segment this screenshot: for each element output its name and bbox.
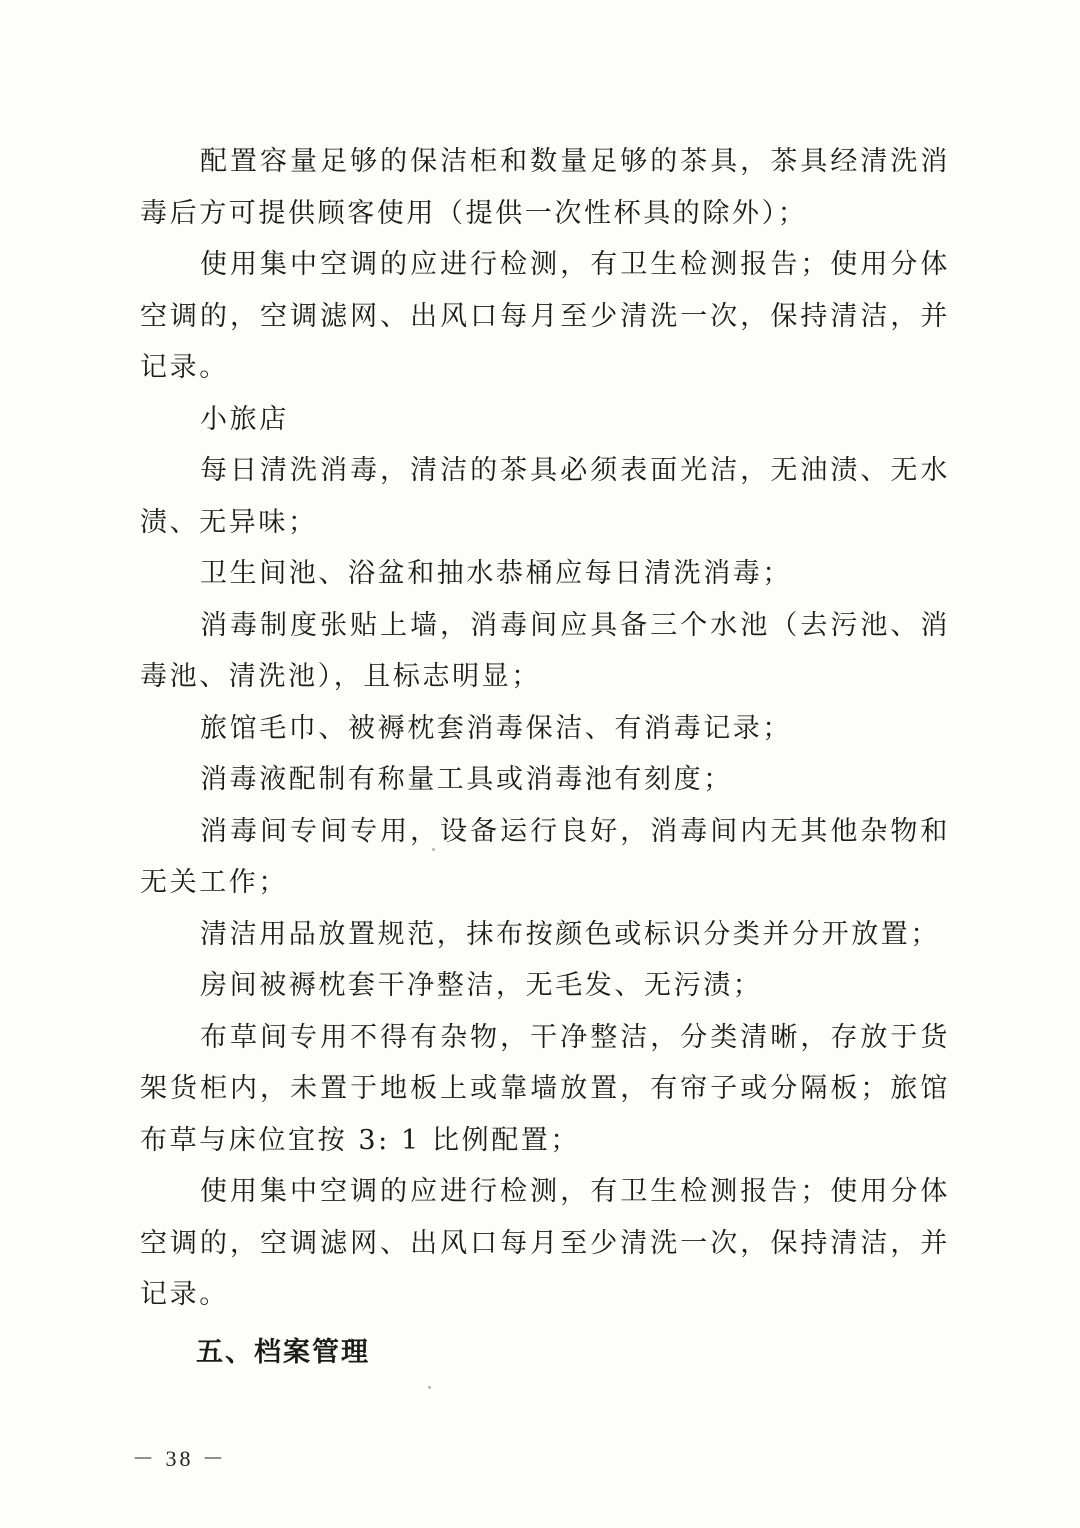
- page-content: [140, 136, 950, 1378]
- list-item: 消毒间专间专用，设备运行良好，消毒间内无其他杂物和无关工作；: [140, 815, 950, 898]
- list-item: 房间被褥枕套干净整洁，无毛发、无污渍；: [200, 970, 763, 1001]
- scan-speck: [432, 848, 435, 851]
- paragraph-air-conditioning: 使用集中空调的应进行检测，有卫生检测报告；使用分体空调的，空调滤网、出风口每月至少清洗一次，保持清洁，并记录。: [140, 249, 950, 383]
- page-number: － 38 －: [132, 1446, 228, 1471]
- list-item: 消毒液配制有称量工具或消毒池有刻度；: [200, 764, 733, 795]
- list-item: 旅馆毛巾、被褥枕套消毒保洁、有消毒记录；: [200, 712, 792, 744]
- subheading-small-hotel: 小旅店: [200, 403, 289, 435]
- section-heading-archive-management: 五、档案管理: [196, 1336, 370, 1368]
- list-item: 卫生间池、浴盆和抽水恭桶应每日清洗消毒；: [200, 558, 792, 589]
- list-item: 消毒制度张贴上墙，消毒间应具备三个水池（去污池、消毒池、清洗池），且标志明显；: [140, 609, 950, 692]
- list-item: 清洁用品放置规范，抹布按颜色或标识分类并分开放置；: [200, 918, 940, 950]
- list-item: 每日清洗消毒，清洁的茶具必须表面光洁，无油渍、无水渍、无异味；: [140, 455, 950, 538]
- paragraph-tea-set: 配置容量足够的保洁柜和数量足够的茶具，茶具经清洗消毒后方可提供顾客使用（提供一次性杯具的除外）；: [140, 146, 950, 229]
- scan-speck: [428, 1386, 431, 1389]
- list-item: 布草间专用不得有杂物，干净整洁，分类清晰，存放于货架货柜内，未置于地板上或靠墙放置，有帘子或分隔板；旅馆布草与床位宜按 3: 1 比例配置；: [140, 1021, 950, 1156]
- list-item: 使用集中空调的应进行检测，有卫生检测报告；使用分体空调的，空调滤网、出风口每月至少清洗一次，保持清洁，并记录。: [140, 1176, 950, 1310]
